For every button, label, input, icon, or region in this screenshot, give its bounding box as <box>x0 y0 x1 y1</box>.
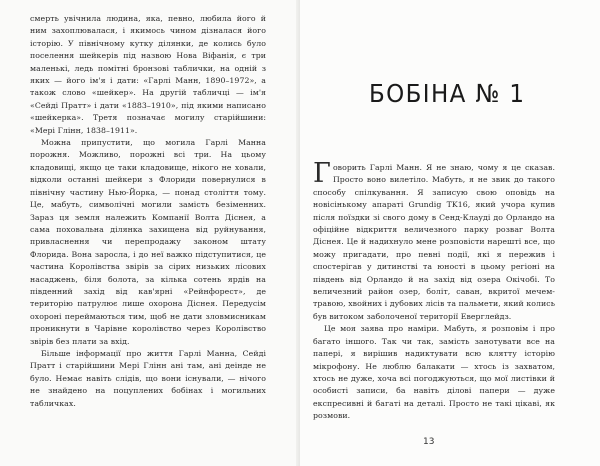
dropcap-letter: Г <box>313 158 331 189</box>
left-paragraph-2: Можна припустити, що могила Гарлі Манна порожня. Можливо, порожні всі три. На цьому кладовищі, якщо це таки кладовище, нікого не ховали, відколи останні шейкери з Флориди повернулися в північну частину Нью-Йорка, — понад століття тому. Це, мабуть, символічні могили замість безіменних. Зараз ця земля належить Компанії Волта Діснея, а сама поховальна ділянка захищена від руйнування, привласнення чи перепродажу законом штату Флорида. Вона заросла, і до неї важко підступитися, це частина Королівства звірів за сірих низьких лісових насаджень, біля болота, за кілька сотень ярдів на південний захід від кав'ярні «Рейнфорест», де територію патрулює лише охорона Діснея. Передусім охороні переймаються тим, щоб не дати зловмисникам проникнути в Чарівне королівство через Королівство звірів без плати за вхід. <box>30 138 266 346</box>
right-paragraph-1 <box>313 158 555 323</box>
left-paragraph-1: смерть увічнила людина, яка, певно, любила його й ним захоплювалася, і якимось чином дізналася його історію. У північному кутку ділянки, де колись було поселення шейкерів під назвою Нова Віфанія, є три маленькі, ледь помітні бронзові таблички, на одній з яких — його ім'я і дати: «Гарлі Манн, 1890–1972», а також слово «шейкер». На другій табличці — ім'я «Сейді Пратт» і дати «1883–1910», під якими написано «шейкерка». Третя позначає могилу старійшини: «Мері Глінн, 1838–1911». <box>30 14 266 135</box>
right-paragraph-1-text: оворить Гарлі Манн. Я не знаю, чому я це сказав. Просто воно вилетіло. Мабуть, я не звик до такого способу спілкування. Я записую свою оповідь на новісінькому апараті Grundig TK16, який учора купив після поїздки зі свого дому в Сенд-Клауді до Орландо на офіційне відкриття величезного парку розваг Волта Діснея. Це й надихнуло мене розповісти нарешті все, що можу пригадати, про певні події, які я пережив і спостерігав у дитинстві та юності в цьому регіоні на південь від Орландо й на захід від озера Окічобі. То величезний район озер, боліт, саван, вкритої мечем-травою, хвойних і дубових лісів та пальмети, який колись був витоком заболоченої території Еверглейдз. <box>313 163 555 321</box>
page-number: 13 <box>423 437 435 447</box>
right-page-text <box>313 158 555 423</box>
chapter-title: БОБІНА № 1 <box>369 79 526 108</box>
left-paragraph-3: Більше інформації про життя Гарлі Манна, Сейді Пратт і старійшини Мері Глінн ані там, ані деінде не було. Немає навіть слідів, що вони існували, — нічого не знайдено на поцуплених бобінах і могильних табличках. <box>30 348 266 408</box>
left-page-text <box>30 13 266 410</box>
right-paragraph-2: Це моя заява про наміри. Мабуть, я розповім і про багато іншого. Так чи так, замість занотувати все на папері, я вирішив надиктувати всю клятту історію мікрофону. Не люблю балакати — хтось із захватом, хтось не дуже, хоча всі погоджуються, що мої листівки й особисті записи, ба навіть ділові папери — дуже експресивні й багаті на деталі. Просто не такі цікаві, як розмови. <box>313 324 555 421</box>
left-page <box>0 0 298 466</box>
